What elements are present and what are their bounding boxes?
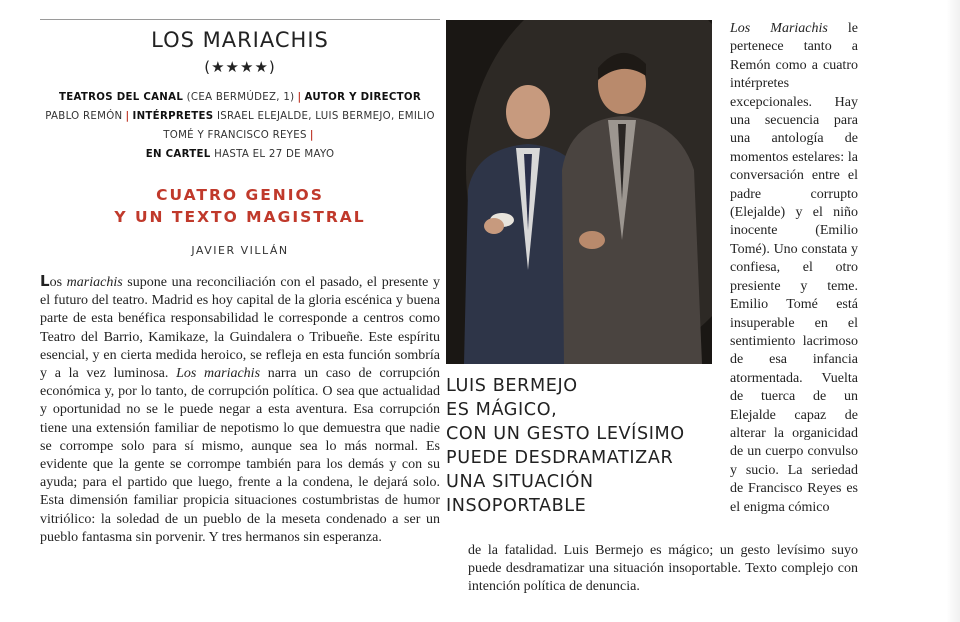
headline — [40, 184, 440, 228]
page-shadow — [946, 0, 960, 622]
pull-quote-line: ES MÁGICO, — [446, 400, 558, 420]
pull-quote-line: LUIS BERMEJO — [446, 376, 578, 396]
paragraph-text: narra un caso de corrupción económica y, por lo tanto, de corrupción política. O sea que actualidad y oportunidad no se le puede negar a esta aventura. Esa corrupción tiene una extensión familiar de nepotismo lo que demuestra que nadie se corrompe solo para sí mismo, aunque sea lo más normal. Es evidente que la gente se corrompe también para los demás y con su ayuda; para el partido que luego, frente a la condena, le dejará solo. Esta dimensión familiar propicia situaciones costumbristas de humor vitriólico: la soledad de un pueblo de la meseta condenado a ser un pueblo fantasma sin porvenir. Y tres hermanos sin esperanza. — [40, 366, 441, 545]
headline-line-2: Y UN TEXTO MAGISTRAL — [114, 208, 366, 226]
paragraph-text: le pertenece tanto a Remón como a cuatro intérpretes excepcionales. Hay una secuencia para una antología de momentos estelares: la conversación entre el padre corrupto (Elejalde) y el niño inocente (Emilio Tomé). Uno constata y confiesa, el otro presiente y teme. Emilio Tomé está insuperable en el sentimiento lacrimoso de esa infancia atormentada. Vuelta de tuerca de un Elejalde capaz de alterar la organicidad de un cuerpo convulso y sucio. La seriedad de Francisco Reyes es el enigma cómico — [730, 21, 858, 515]
pull-quote-line: UNA SITUACIÓN — [446, 472, 594, 492]
performers-label: INTÉRPRETES — [132, 111, 214, 122]
credits-block — [40, 88, 440, 164]
paragraph-text: os — [49, 275, 67, 290]
onstage-dates: HASTA EL 27 DE MAYO — [214, 149, 335, 160]
rating-stars: (★★★★) — [204, 58, 276, 76]
pull-quote-line: INSOPORTABLE — [446, 496, 587, 516]
article-body-bottom — [468, 542, 858, 597]
byline: JAVIER VILLÁN — [191, 244, 289, 257]
star-rating — [40, 58, 440, 76]
venue-label: TEATROS DEL CANAL — [58, 92, 184, 103]
italic-title: Los Mariachis — [730, 21, 828, 36]
italic-title: Los mariachis — [176, 366, 261, 382]
review-header — [40, 28, 440, 257]
top-rule — [40, 19, 440, 20]
onstage-label: EN CARTEL — [145, 149, 211, 160]
performers: ISRAEL ELEJALDE, LUIS BERMEJO, EMILIO TOMÉ Y FRANCISCO REYES — [163, 111, 435, 141]
italic-title: mariachis — [66, 275, 123, 290]
paragraph-text: de la fatalidad. Luis Bermejo es mágico; un gesto levísimo suyo puede desdramatizar una situación insoportable. Texto complejo con intención política de denuncia. — [468, 543, 858, 595]
paragraph-text: supone una reconciliación con el pasado, el presente y el futuro del teatro. Madrid es hoy capital de la gloria escénica y buena parte de esta benéfica responsabilidad le corresponde a centros como Teatro del Barrio, Kamikaze, la Guindalera o Tribueñe. Este espíritu esencial, y en cierta medida heroico, se refleja en esta función sombría y a la vez luminosa. — [40, 275, 440, 382]
headline-line-1: CUATRO GENIOS — [156, 186, 324, 204]
author-director-label: AUTOR Y DIRECTOR — [304, 92, 422, 103]
credit-separator: | — [125, 111, 130, 122]
article-body-right — [730, 20, 858, 517]
play-title: LOS MARIACHIS — [151, 28, 329, 52]
pull-quote-line: PUEDE DESDRAMATIZAR — [446, 448, 674, 468]
drop-cap: L — [40, 272, 50, 290]
venue-address: (CEA BERMÚDEZ, 1) — [186, 92, 295, 103]
actors-illustration — [446, 20, 712, 364]
credit-separator: | — [297, 92, 302, 103]
credit-separator: | — [309, 130, 314, 141]
author-director: PABLO REMÓN — [45, 111, 123, 122]
pull-quote — [446, 374, 726, 518]
pull-quote-line: CON UN GESTO LEVÍSIMO — [446, 424, 685, 444]
article-body-left — [40, 272, 440, 547]
stage-photo — [446, 20, 712, 364]
